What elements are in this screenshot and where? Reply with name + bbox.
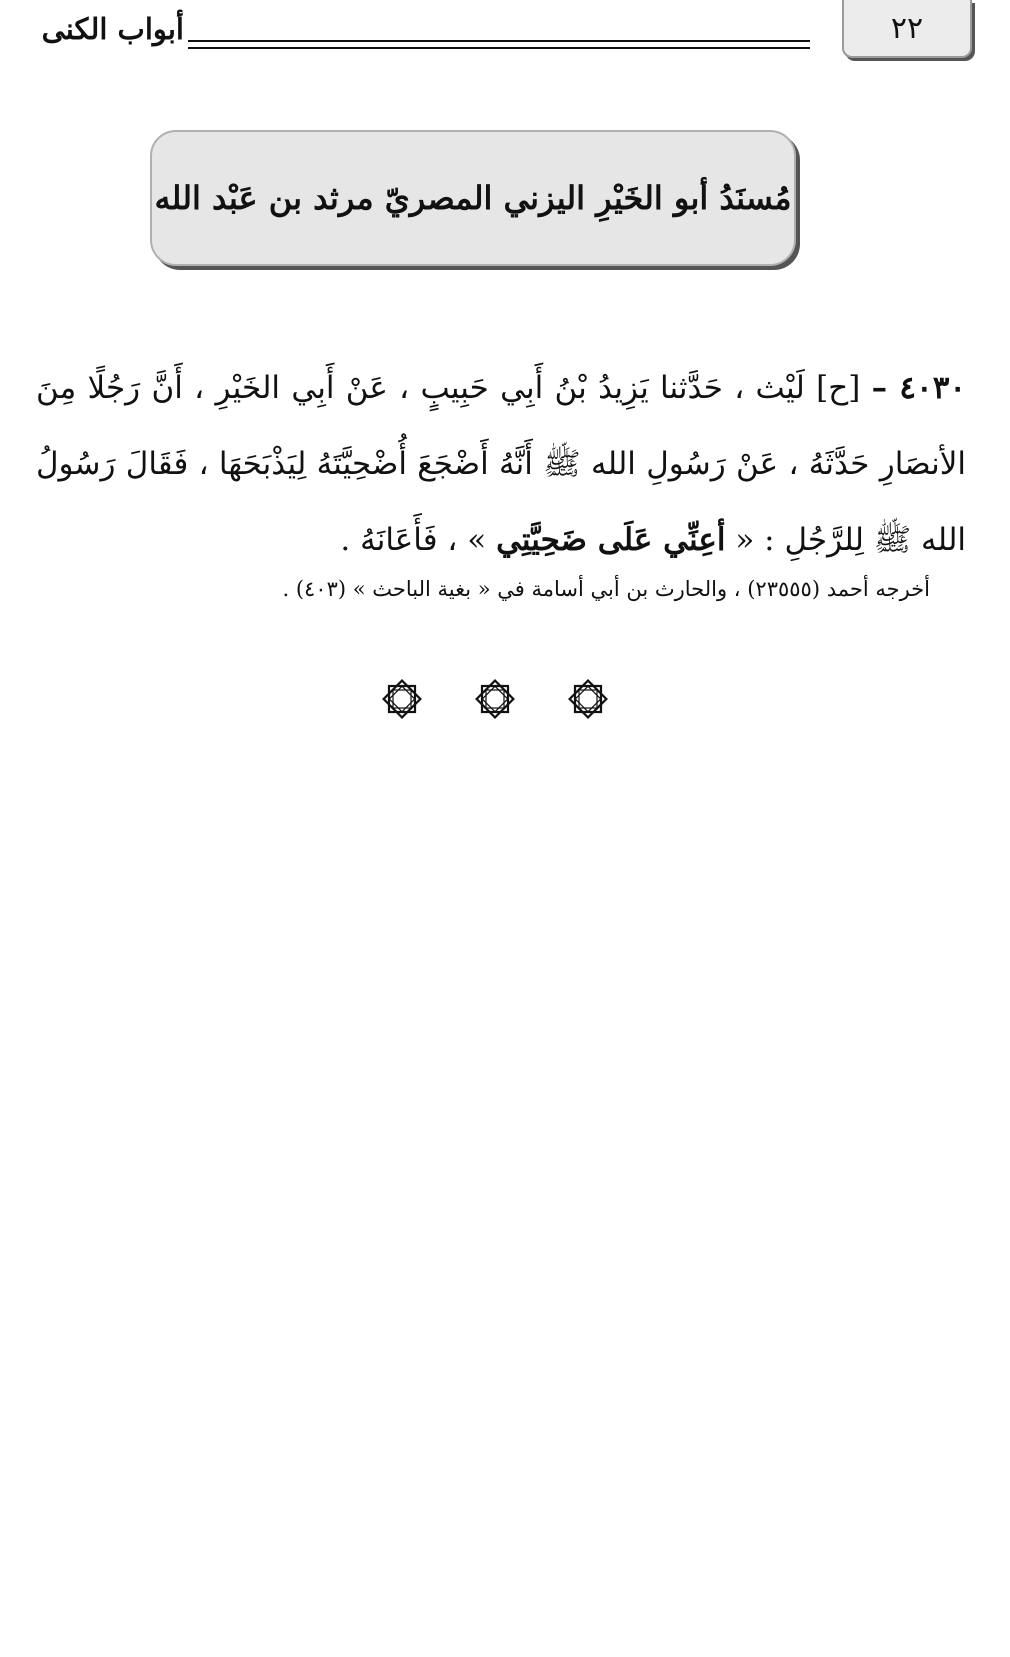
hadith-quote: أعِنِّي عَلَى ضَحِيَّتِي — [496, 522, 726, 558]
header-rule-double — [188, 47, 810, 49]
page-number-box — [842, 0, 972, 58]
hadith-paragraph — [36, 350, 966, 578]
hadith-text-before: [ح] لَيْث ، حَدَّثنا يَزِيدُ بْنُ أَبِي حَبِيبٍ ، عَنْ أَبِي الخَيْرِ ، أَنَّ رَجُلًا مِنَ الأنصَارِ حَدَّثَهُ ، عَنْ رَسُولِ الله ﷺ أَنَّهُ أَضْجَعَ أُضْحِيَّتَهُ لِيَذْبَحَهَا ، فَقَالَ رَسُولُ الله ﷺ لِلرَّجُلِ : « — [36, 370, 966, 558]
section-title-box — [150, 130, 796, 266]
running-title: أبواب الكنى — [41, 12, 184, 46]
footnote: أخرجه أحمد (٢٣٥٥٥) ، والحارث بن أبي أسامة في « بغية الباحث » (٤٠٣) . — [282, 577, 930, 601]
eight-point-star-icon — [380, 677, 424, 721]
section-title: مُسنَدُ أبو الخَيْرِ اليزني المصريّ مرثد بن عَبْد الله — [154, 179, 792, 217]
hadith-text-after: » ، فَأَعَانَهُ . — [340, 522, 487, 558]
section-ornament — [380, 677, 610, 721]
eight-point-star-icon — [566, 677, 610, 721]
eight-point-star-icon — [473, 677, 517, 721]
hadith-number: ٤٠٣٠ – — [871, 370, 966, 406]
header-rule — [188, 40, 810, 42]
page-number: ٢٢ — [890, 10, 924, 46]
